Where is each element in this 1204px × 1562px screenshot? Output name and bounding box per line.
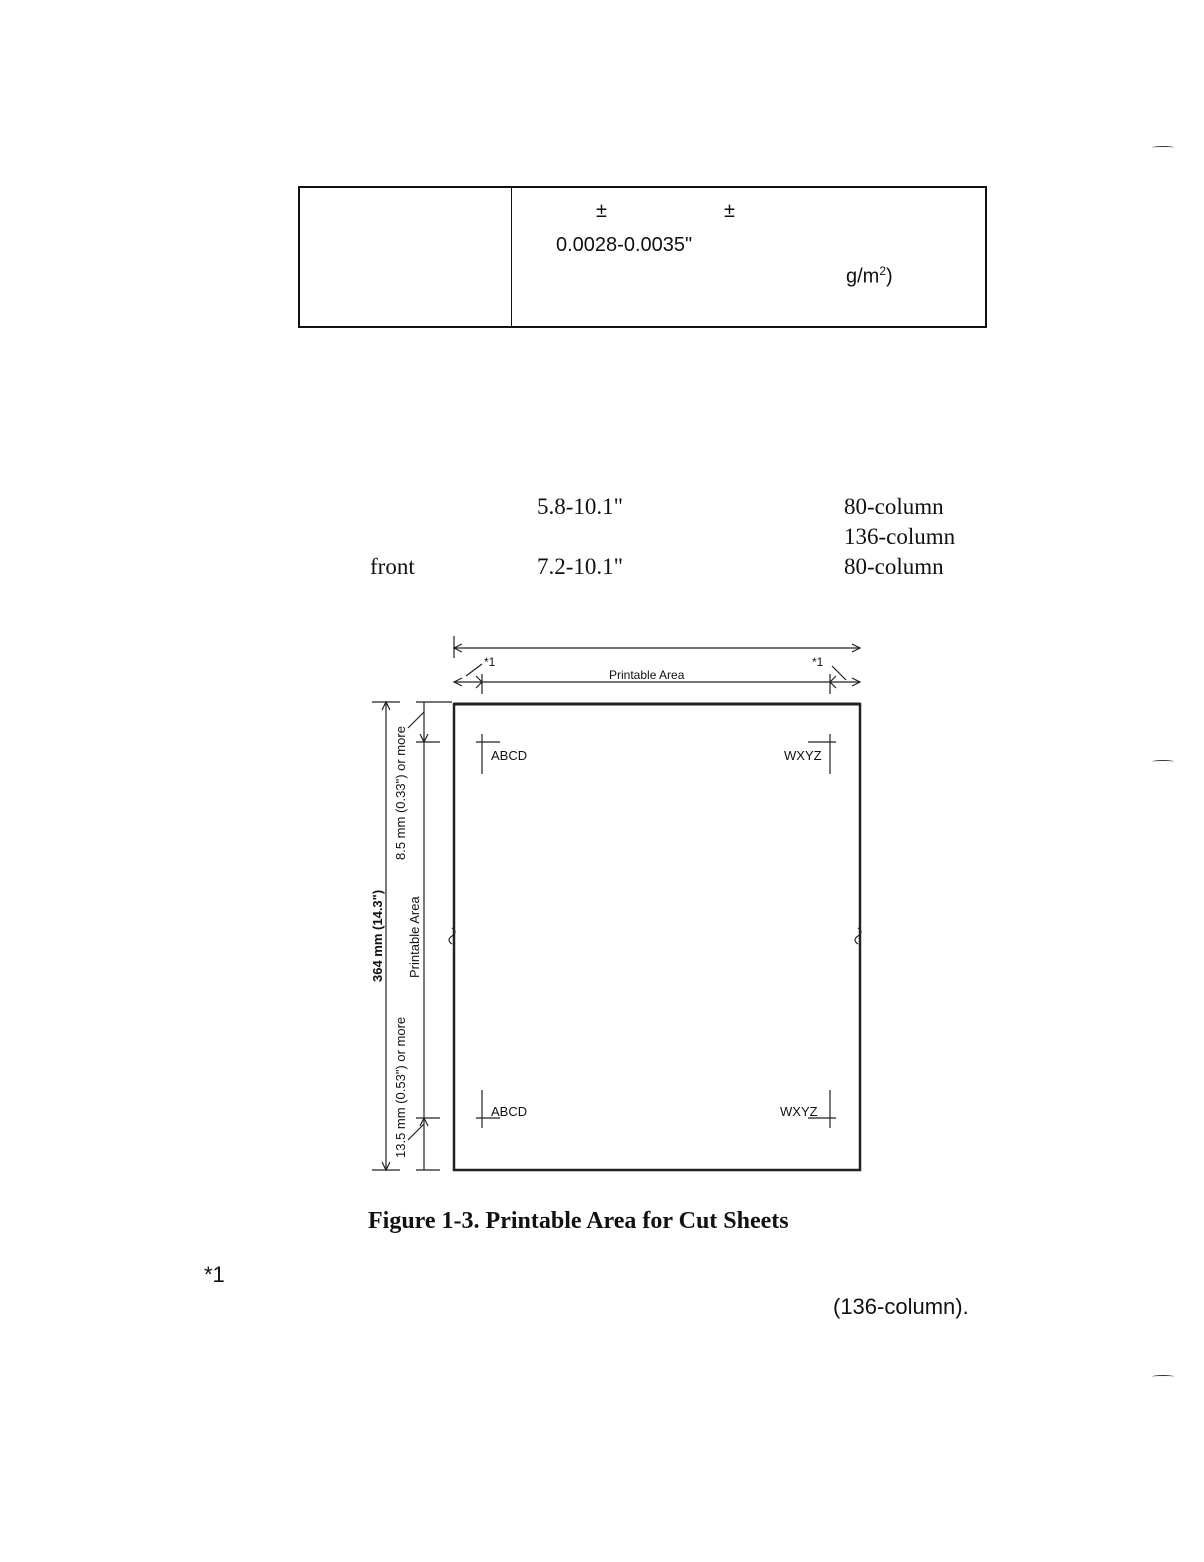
note-leader-left — [466, 664, 482, 676]
top-margin-label: 8.5 mm (0.33") or more — [393, 726, 408, 860]
corner-text-bottom-right: WXYZ — [780, 1104, 818, 1119]
footnote-text: (136-column). — [833, 1294, 969, 1319]
printable-area-vertical-label: Printable Area — [407, 896, 422, 978]
note-mark-right: *1 — [812, 655, 824, 669]
paper-thickness: 0.0028-0.0035" — [556, 234, 693, 256]
cut-sheet-outline — [454, 704, 860, 1170]
paper-weight-unit: $g/m^2$) — [846, 264, 893, 288]
scan-mark — [1152, 146, 1174, 149]
note-mark-left: *1 — [484, 655, 496, 669]
model-label-1: 80-column — [844, 494, 944, 519]
plus-minus-symbol: ± — [724, 200, 735, 222]
sheet-length-label: 364 mm (14.3") — [370, 889, 385, 982]
model-label-3: 80-column — [844, 554, 944, 579]
scan-mark — [1152, 1375, 1174, 1378]
plus-minus-symbol: ± — [596, 200, 607, 222]
printable-area-horizontal-label: Printable Area — [609, 668, 685, 682]
width-range-3: 7.2-10.1" — [537, 554, 624, 579]
corner-text-top-left: ABCD — [491, 748, 528, 763]
top-margin-leader — [408, 712, 424, 728]
model-label-2: 136-column — [844, 524, 956, 549]
footnote-marker: *1 — [204, 1262, 225, 1287]
scan-mark — [1152, 760, 1174, 763]
width-range-1: 5.8-10.1" — [537, 494, 624, 519]
corner-text-top-right: WXYZ — [784, 748, 822, 763]
corner-text-bottom-left: ABCD — [491, 1104, 528, 1119]
bottom-margin-leader — [408, 1124, 424, 1140]
bottom-margin-label: 13.5 mm (0.53") or more — [393, 1016, 408, 1158]
figure-caption: Figure 1-3. Printable Area for Cut Sheets — [368, 1208, 789, 1234]
row-label-front: front — [370, 554, 415, 579]
